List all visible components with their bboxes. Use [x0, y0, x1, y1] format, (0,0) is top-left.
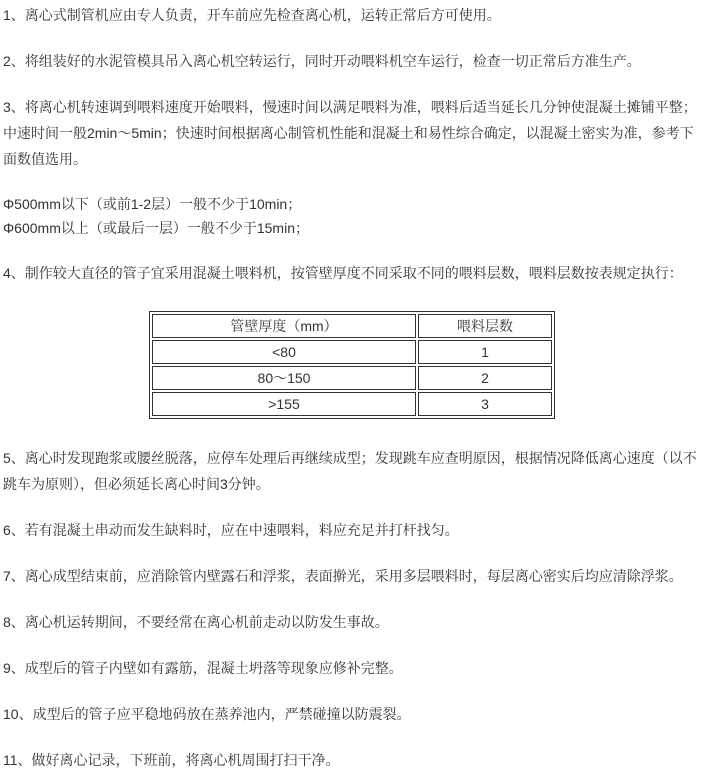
procedure-item-1: 1、离心式制管机应由专人负责，开车前应先检查离心机，运转正常后方可使用。: [3, 7, 501, 23]
centrifuge-time-specs: [3, 192, 701, 240]
procedure-item-8: 8、离心机运转期间，不要经常在离心机前走动以防发生事故。: [3, 614, 389, 630]
table-row: [152, 366, 552, 390]
table-cell-thickness: <80: [152, 340, 416, 364]
procedure-item-5: 5、离心时发现跑浆或腰丝脱落，应停车处理后再继续成型；发现跳车应查明原因，根据情况降低离心速度（以不跳车为原则），但必须延长离心时间3分钟。: [3, 450, 697, 492]
procedure-item-3: 3、将离心机转速调到喂料速度开始喂料，慢速时间以满足喂料为准，喂料后适当延长几分钟使混凝土摊铺平整；中速时间一般2min～5min；快速时间根据离心制管机性能和混凝土和易性综合确定，以混凝土密实为准，参考下面数值选用。: [3, 99, 697, 167]
table-cell-thickness: 80～150: [152, 366, 416, 390]
procedure-item-4: 4、制作较大直径的管子宜采用混凝土喂料机，按管壁厚度不同采取不同的喂料层数，喂料层数按表规定执行：: [3, 265, 683, 281]
procedure-item-9: 9、成型后的管子内壁如有露筋，混凝土坍落等现象应修补完整。: [3, 660, 403, 676]
table-row: [152, 392, 552, 416]
procedure-item-2: 2、将组装好的水泥管模具吊入离心机空转运行，同时开动喂料机空车运行，检查一切正常后方准生产。: [3, 53, 641, 69]
procedure-item-10: 10、成型后的管子应平稳地码放在蒸养池内，严禁碰撞以防震裂。: [3, 706, 411, 722]
procedure-item-7: 7、离心成型结束前，应消除管内壁露石和浮浆，表面擀光，采用多层喂料时，每层离心密实后均应清除浮浆。: [3, 568, 683, 584]
feeding-layers-table: [149, 311, 555, 419]
table-cell-layers: 1: [418, 340, 552, 364]
table-cell-thickness: >155: [152, 392, 416, 416]
table-header-feeding-layers: 喂料层数: [418, 314, 552, 338]
table-header-row: [152, 314, 552, 338]
procedure-item-6: 6、若有混凝土串动而发生缺料时，应在中速喂料，料应充足并打杆找匀。: [3, 522, 459, 538]
procedure-item-11: 11、做好离心记录，下班前，将离心机周围打扫干净。: [3, 752, 340, 768]
spec-line-phi500: Φ500mm以下（或前1-2层）一般不少于10min；: [3, 196, 302, 212]
table-header-wall-thickness: 管壁厚度（mm）: [152, 314, 416, 338]
spec-line-phi600: Φ600mm以上（或最后一层）一般不少于15min；: [3, 220, 309, 236]
table-cell-layers: 2: [418, 366, 552, 390]
table-cell-layers: 3: [418, 392, 552, 416]
table-row: [152, 340, 552, 364]
